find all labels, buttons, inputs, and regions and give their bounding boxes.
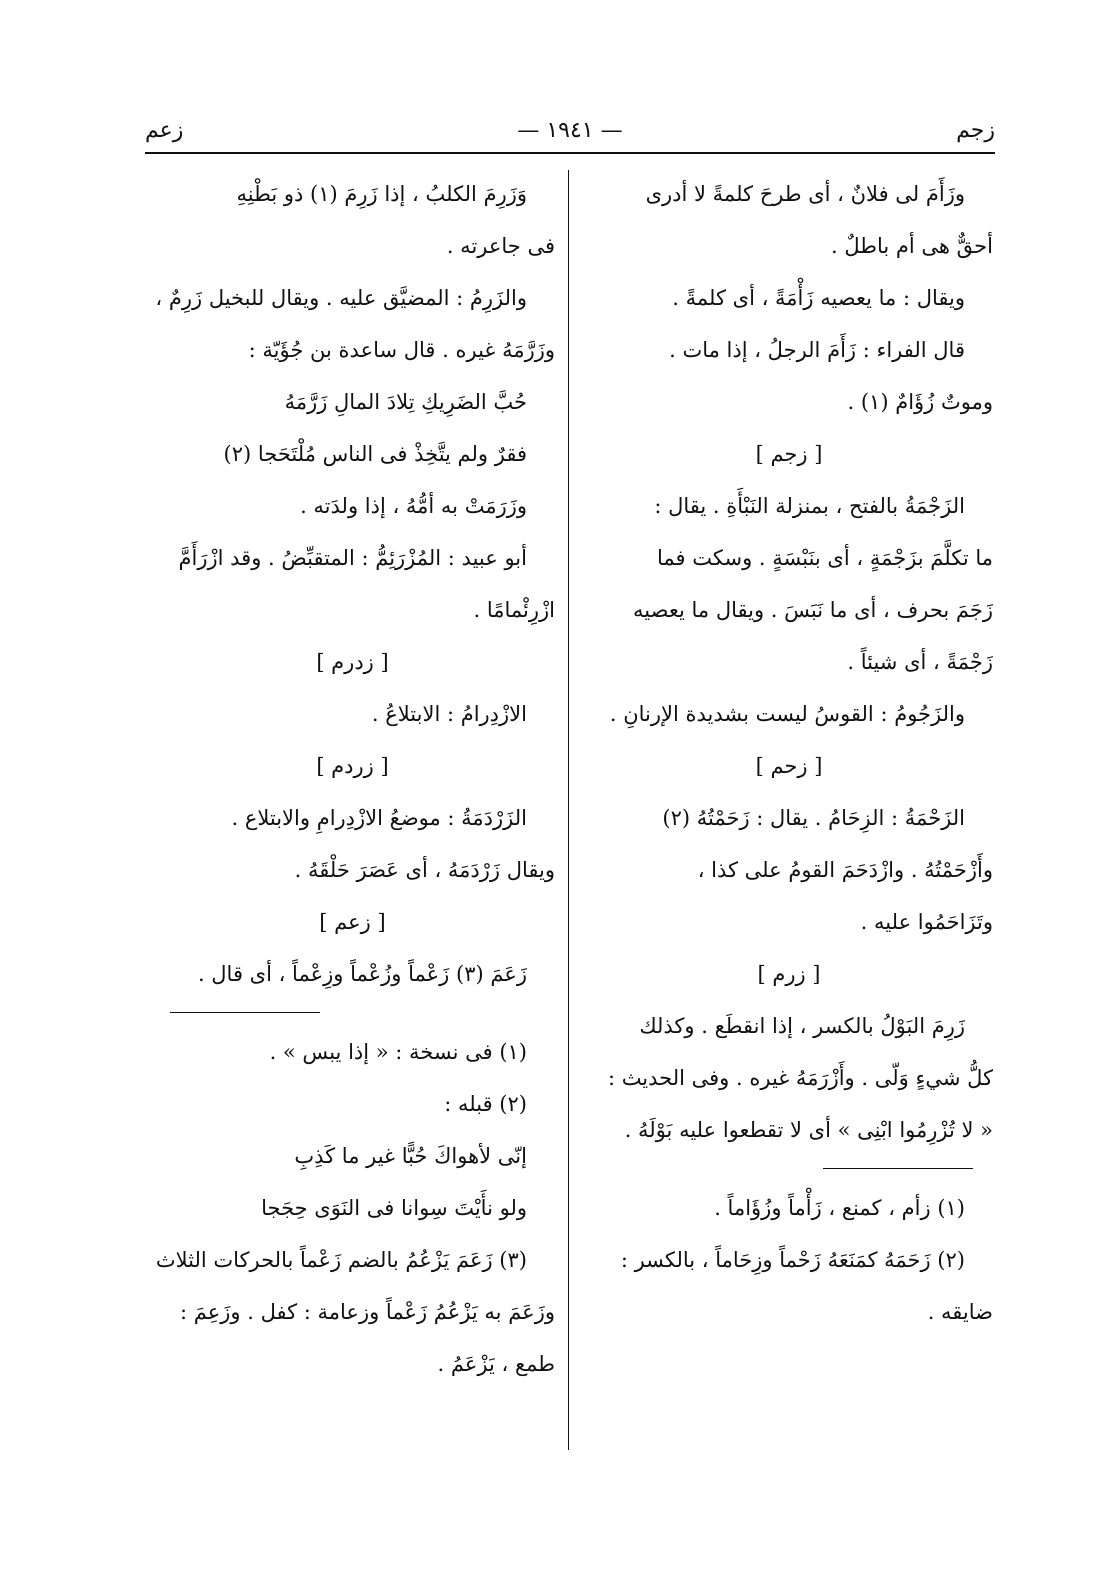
right-column bbox=[585, 168, 993, 1338]
text-line: وتَزَاحَمُوا عليه . bbox=[860, 910, 993, 934]
entry-heading: [ زردم ] bbox=[316, 754, 389, 778]
header-left-word: زعم bbox=[145, 118, 184, 143]
text-line: الزَجْمَةُ بالفتح ، بمنزلة النَبْأَةِ . يقال : bbox=[654, 494, 965, 518]
text-line: طمع ، يَزْعَمُ . bbox=[437, 1352, 555, 1376]
text-line: وزَأَمَ لى فلانٌ ، أى طرحَ كلمةً لا أدرى bbox=[645, 182, 965, 206]
text-line: « لا تُزْرِمُوا ابْنِى » أى لا تقطعوا عليه بَوْلَهُ . bbox=[624, 1118, 993, 1142]
footnote-rule bbox=[585, 1156, 993, 1182]
text-line: ضايقه . bbox=[927, 1300, 993, 1324]
text-line: ويقال : ما يعصيه زَأْمَةً ، أى كلمةً . bbox=[672, 286, 965, 310]
text-line: أبو عبيد : المُزْرَئِمُّ : المتقبِّضُ . وقد ازْرَأَمَّ bbox=[178, 546, 527, 570]
text-line: الزَحْمَةُ : الزِحَامُ . يقال : زَحَمْتُهُ (٢) bbox=[662, 806, 965, 830]
text-line: (٢) زَحَمَهُ كمَنَعَهُ زَحْماً وزِحَاماً ، بالكسر : bbox=[620, 1248, 965, 1272]
text-line: ازْرِئْمامًا . bbox=[473, 598, 555, 622]
page-header bbox=[145, 118, 995, 150]
text-line: (٣) زَعَمَ يَزْعُمُ بالضم زَعْماً بالحركات الثلاث bbox=[155, 1248, 527, 1272]
text-line: ويقال زَرْدَمَهُ ، أى عَصَرَ حَلْقَهُ . bbox=[294, 858, 555, 882]
entry-heading: [ زجم ] bbox=[755, 442, 823, 466]
text-line: زَرِمَ البَوْلُ بالكسر ، إذا انقطَع . وكذلك bbox=[639, 1014, 965, 1038]
text-line: زَجْمَةً ، أى شيئاً . bbox=[847, 650, 993, 674]
text-line: الزَرْدَمَةُ : موضعُ الازْدِرامِ والابتلاع . bbox=[231, 806, 527, 830]
text-line: ولو نأَيْتَ سِوانا فى النَوَى حِجَجا bbox=[261, 1196, 527, 1220]
text-line: وأَزْحَمْتُهُ . وازْدَحَمَ القومُ على كذا ، bbox=[697, 858, 993, 882]
text-line: وزَرَّمَهُ غيره . قال ساعدة بن جُؤَيّة : bbox=[248, 338, 555, 362]
page-number: — ١٩٤١ — bbox=[517, 118, 623, 143]
entry-heading: [ زعم ] bbox=[319, 910, 386, 934]
header-rule bbox=[145, 152, 995, 154]
entry-heading: [ زرم ] bbox=[757, 962, 821, 986]
text-line: ما تكلَّمَ بزَجْمَةٍ ، أى بنَبْسَةٍ . وسكت فما bbox=[657, 546, 993, 570]
text-line: زَجَمَ بحرف ، أى ما نَبَسَ . ويقال ما يعصيه bbox=[633, 598, 993, 622]
left-column bbox=[150, 168, 555, 1390]
text-line: وزَرَمَتْ به أمُّهُ ، إذا ولدَته . bbox=[300, 494, 527, 518]
text-line: فى جاعرته . bbox=[446, 234, 555, 258]
text-line: كلُّ شيءٍ وَلّى . وأَزْرَمَهُ غيره . وفى الحديث : bbox=[607, 1066, 993, 1090]
entry-heading: [ زدرم ] bbox=[316, 650, 389, 674]
text-line: وموتٌ زُؤَامٌ (١) . bbox=[847, 390, 993, 414]
text-line: (٢) قبله : bbox=[444, 1092, 527, 1116]
footnote-rule bbox=[150, 1000, 555, 1026]
text-line: أحقٌّ هى أم باطلٌ . bbox=[831, 234, 993, 258]
text-line: الازْدِرامُ : الابتلاعُ . bbox=[371, 702, 527, 726]
text-line: إنّى لأهواكَ حُبًّا غير ما كَذِبِ bbox=[294, 1144, 527, 1168]
text-line: (١) زأم ، كمنع ، زَأْماً وزُؤَاماً . bbox=[714, 1196, 965, 1220]
text-line: قال الفراء : زَأَمَ الرجلُ ، إذا مات . bbox=[669, 338, 965, 362]
text-line: وَزَرِمَ الكلبُ ، إذا زَرِمَ (١) ذو بَطْنِهِ bbox=[236, 182, 527, 206]
text-line: زَعَمَ (٣) زَعْماً وزُعْماً وزِعْماً ، أى قال . bbox=[197, 962, 527, 986]
text-line: (١) فى نسخة : « إذا يبس » . bbox=[269, 1040, 527, 1064]
text-line: حُبَّ الضَرِيكِ تِلادَ المالِ زَرَّمَهُ bbox=[284, 390, 527, 414]
text-line: فقرٌ ولم يتَّخِذْ فى الناس مُلْتَحَجا (٢) bbox=[223, 442, 527, 466]
header-right-word: زجم bbox=[956, 118, 995, 143]
text-line: والزَرِمُ : المضيَّق عليه . ويقال للبخيل زَرِمٌ ، bbox=[155, 286, 527, 310]
text-line: وزَعَمَ به يَزْعُمُ زَعْماً وزعامة : كفل . وزَعِمَ : bbox=[180, 1300, 555, 1324]
entry-heading: [ زحم ] bbox=[755, 754, 823, 778]
column-divider bbox=[568, 170, 569, 1450]
text-line: والزَجُومُ : القوسُ ليست بشديدة الإرنانِ . bbox=[609, 702, 965, 726]
